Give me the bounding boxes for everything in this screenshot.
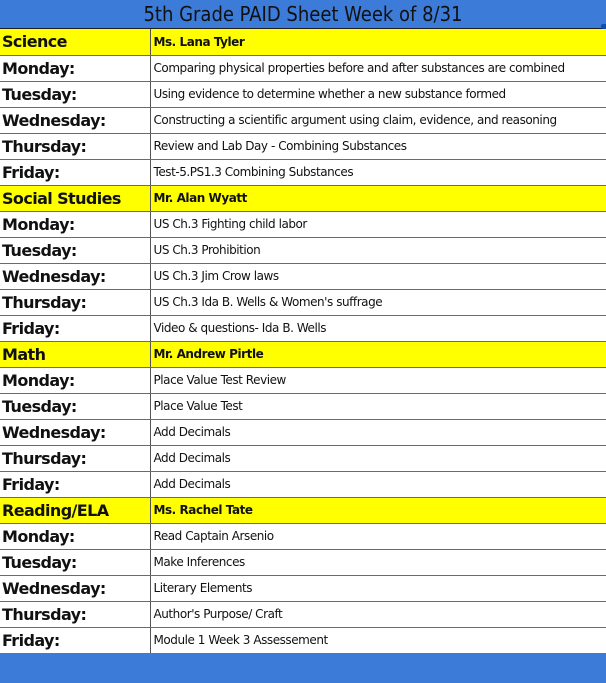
assignment-cell[interactable]: Test-5.PS1.3 Combining Substances — [150, 159, 606, 185]
subject-name[interactable]: Math — [0, 341, 150, 367]
schedule-table — [0, 29, 606, 654]
assignment-cell[interactable]: US Ch.3 Ida B. Wells & Women's suffrage — [150, 289, 606, 315]
footer-bar — [0, 653, 606, 683]
day-label[interactable]: Wednesday: — [0, 419, 150, 445]
subject-row-social-studies — [0, 185, 606, 211]
day-row — [0, 81, 606, 107]
day-label[interactable]: Tuesday: — [0, 237, 150, 263]
day-row — [0, 289, 606, 315]
day-label[interactable]: Wednesday: — [0, 107, 150, 133]
assignment-cell[interactable]: Literary Elements — [150, 575, 606, 601]
subject-name[interactable]: Science — [0, 29, 150, 55]
subject-row-math — [0, 341, 606, 367]
day-row — [0, 471, 606, 497]
day-label[interactable]: Tuesday: — [0, 81, 150, 107]
day-row — [0, 549, 606, 575]
day-row — [0, 237, 606, 263]
day-row — [0, 419, 606, 445]
day-label[interactable]: Friday: — [0, 159, 150, 185]
assignment-cell[interactable]: US Ch.3 Fighting child labor — [150, 211, 606, 237]
day-label[interactable]: Thursday: — [0, 133, 150, 159]
assignment-cell[interactable]: US Ch.3 Jim Crow laws — [150, 263, 606, 289]
assignment-cell[interactable]: Read Captain Arsenio — [150, 523, 606, 549]
day-label[interactable]: Friday: — [0, 471, 150, 497]
day-label[interactable]: Thursday: — [0, 445, 150, 471]
day-label[interactable]: Monday: — [0, 523, 150, 549]
day-label[interactable]: Wednesday: — [0, 263, 150, 289]
teacher-name[interactable]: Mr. Andrew Pirtle — [150, 341, 606, 367]
assignment-cell[interactable]: Add Decimals — [150, 419, 606, 445]
assignment-cell[interactable]: US Ch.3 Prohibition — [150, 237, 606, 263]
day-row — [0, 601, 606, 627]
day-label[interactable]: Tuesday: — [0, 549, 150, 575]
assignment-cell[interactable]: Add Decimals — [150, 445, 606, 471]
teacher-name[interactable]: Mr. Alan Wyatt — [150, 185, 606, 211]
sheet-title: 5th Grade PAID Sheet Week of 8/31 — [0, 0, 606, 29]
day-label[interactable]: Monday: — [0, 211, 150, 237]
day-row — [0, 445, 606, 471]
day-row — [0, 393, 606, 419]
day-row — [0, 55, 606, 81]
assignment-cell[interactable]: Review and Lab Day - Combining Substances — [150, 133, 606, 159]
subject-name[interactable]: Reading/ELA — [0, 497, 150, 523]
assignment-cell[interactable]: Place Value Test Review — [150, 367, 606, 393]
assignment-cell[interactable]: Video & questions- Ida B. Wells — [150, 315, 606, 341]
subject-row-science — [0, 29, 606, 55]
assignment-cell[interactable]: Module 1 Week 3 Assessement — [150, 627, 606, 653]
day-label[interactable]: Wednesday: — [0, 575, 150, 601]
subject-name[interactable]: Social Studies — [0, 185, 150, 211]
day-row — [0, 159, 606, 185]
day-label[interactable]: Thursday: — [0, 289, 150, 315]
day-label[interactable]: Monday: — [0, 55, 150, 81]
assignment-cell[interactable]: Using evidence to determine whether a new substance formed — [150, 81, 606, 107]
day-label[interactable]: Monday: — [0, 367, 150, 393]
day-row — [0, 211, 606, 237]
subject-row-reading-ela — [0, 497, 606, 523]
assignment-cell[interactable]: Author's Purpose/ Craft — [150, 601, 606, 627]
assignment-cell[interactable]: Comparing physical properties before and after substances are combined — [150, 55, 606, 81]
assignment-cell[interactable]: Place Value Test — [150, 393, 606, 419]
day-label[interactable]: Friday: — [0, 627, 150, 653]
assignment-cell[interactable]: Add Decimals — [150, 471, 606, 497]
day-row — [0, 263, 606, 289]
day-row — [0, 133, 606, 159]
day-row — [0, 523, 606, 549]
day-row — [0, 107, 606, 133]
assignment-cell[interactable]: Make Inferences — [150, 549, 606, 575]
day-row — [0, 315, 606, 341]
day-row — [0, 575, 606, 601]
assignment-cell[interactable]: Constructing a scientific argument using claim, evidence, and reasoning — [150, 107, 606, 133]
teacher-name[interactable]: Ms. Rachel Tate — [150, 497, 606, 523]
day-row — [0, 627, 606, 653]
day-row — [0, 367, 606, 393]
day-label[interactable]: Friday: — [0, 315, 150, 341]
day-label[interactable]: Thursday: — [0, 601, 150, 627]
teacher-name[interactable]: Ms. Lana Tyler — [150, 29, 606, 55]
day-label[interactable]: Tuesday: — [0, 393, 150, 419]
